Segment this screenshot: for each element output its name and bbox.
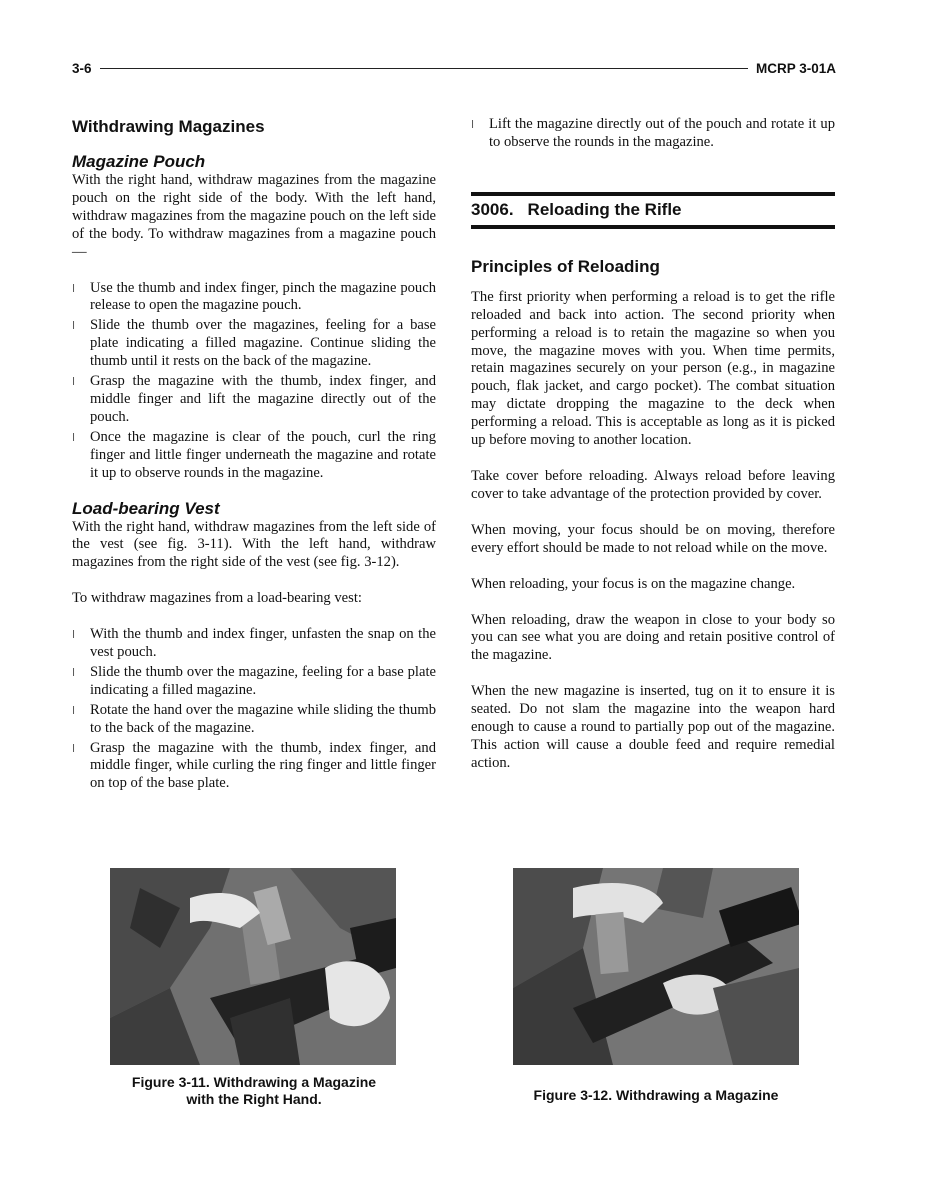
page-number: 3-6 [72,60,92,76]
bullet-icon: l [471,118,475,131]
vest-lead: To withdraw magazines from a load-bearing vest: [72,590,362,607]
bullet-icon: l [72,741,76,755]
list-item: l Slide the thumb over the magazines, feeling for a base plate indicating a filled magazine. Continue sliding the thumb until it rests on the back of the magazine. [72,317,436,370]
section-title-bar [471,192,835,229]
bullet-icon: l [72,319,76,333]
paragraph: When the new magazine is inserted, tug on it to ensure it is seated. Do not slam the magazine into the weapon hard enough to cause a round to partially pop out of the magazine. This action will cause a double feed and require remedial action. [471,683,835,771]
bullet-icon: l [72,703,76,717]
continued-steps-list [471,116,835,152]
section-number: 3006. [471,200,514,220]
withdrawing-magazines-heading: Withdrawing Magazines [72,117,265,136]
running-header [72,58,836,78]
list-item: l Grasp the magazine with the thumb, index finger, and middle finger and lift the magazine directly out of the pouch. [72,373,436,425]
bullet-icon: l [72,628,76,642]
left-column [72,112,436,795]
list-item: l Grasp the magazine with the thumb, index finger, and middle finger, while curling the ring finger and little finger on top of the base plate. [72,739,436,792]
right-column [471,112,835,773]
paragraph: The first priority when performing a reload is to get the rifle reloaded and back into action. The second priority when performing a reload is to retain the magazine so when you move, the magazine moves with you. When time permits, retain magazines securely on your person (e.g., in magazine pouch, flak jacket, and cargo pocket). The combat situation may dictate dropping the magazine to the deck when performing a reload. This is acceptable as long as it is picked up before moving to another location. [471,288,835,449]
vest-intro: With the right hand, withdraw magazines from the left side of the vest (see fig. 3-11). With the left hand, withdraw magazines from the right side of the vest (see fig. 3-12). [72,518,436,571]
figure-3-11-caption: Figure 3-11. Withdrawing a Magazine with the Right Hand. [131,1074,377,1107]
bullet-icon: l [72,665,76,679]
list-item: l Lift the magazine directly out of the pouch and rotate it up to observe the rounds in the magazine. [471,116,835,150]
paragraph: When reloading, draw the weapon in close to your body so you can see what you are doing and retain positive control of the magazine. [471,611,835,664]
pouch-steps-list [72,280,436,483]
vest-steps-list [72,626,436,793]
list-item: l Slide the thumb over the magazine, feeling for a base plate indicating a filled magazine. [72,663,436,698]
list-item: l With the thumb and index finger, unfasten the snap on the vest pouch. [72,626,436,661]
figure-3-11-photo [110,868,396,1065]
paragraph: When reloading, your focus is on the magazine change. [471,575,796,592]
list-item: l Use the thumb and index finger, pinch the magazine pouch release to open the magazine pouch. [72,279,436,314]
load-bearing-vest-heading: Load-bearing Vest [72,498,220,518]
magazine-pouch-intro: With the right hand, withdraw magazines from the magazine pouch on the right side of the body. With the left hand, withdraw magazines from the magazine pouch on the left side of the body. To withdraw magazines from a magazine pouch— [72,172,436,260]
list-item: l Rotate the hand over the magazine while sliding the thumb to the back of the magazine. [72,701,436,736]
document-id: MCRP 3-01A [755,60,836,76]
figure-3-12-photo [513,868,799,1065]
list-item: l Once the magazine is clear of the pouch, curl the ring finger and little finger underneath the magazine and rotate it up to observe rounds in the magazine. [72,428,436,481]
figure-3-12-caption: Figure 3-12. Withdrawing a Magazine [533,1087,779,1103]
section-title: Reloading the Rifle [527,200,682,220]
bullet-icon: l [72,375,76,389]
principles-heading: Principles of Reloading [471,256,660,276]
paragraph: Take cover before reloading. Always reload before leaving cover to take advantage of the protection provided by cover. [471,467,835,502]
bullet-icon: l [72,430,76,444]
paragraph: When moving, your focus should be on moving, therefore every effort should be made to not reload while on the move. [471,521,835,556]
header-rule [100,68,748,69]
magazine-pouch-heading: Magazine Pouch [72,152,206,171]
bullet-icon: l [72,281,76,295]
